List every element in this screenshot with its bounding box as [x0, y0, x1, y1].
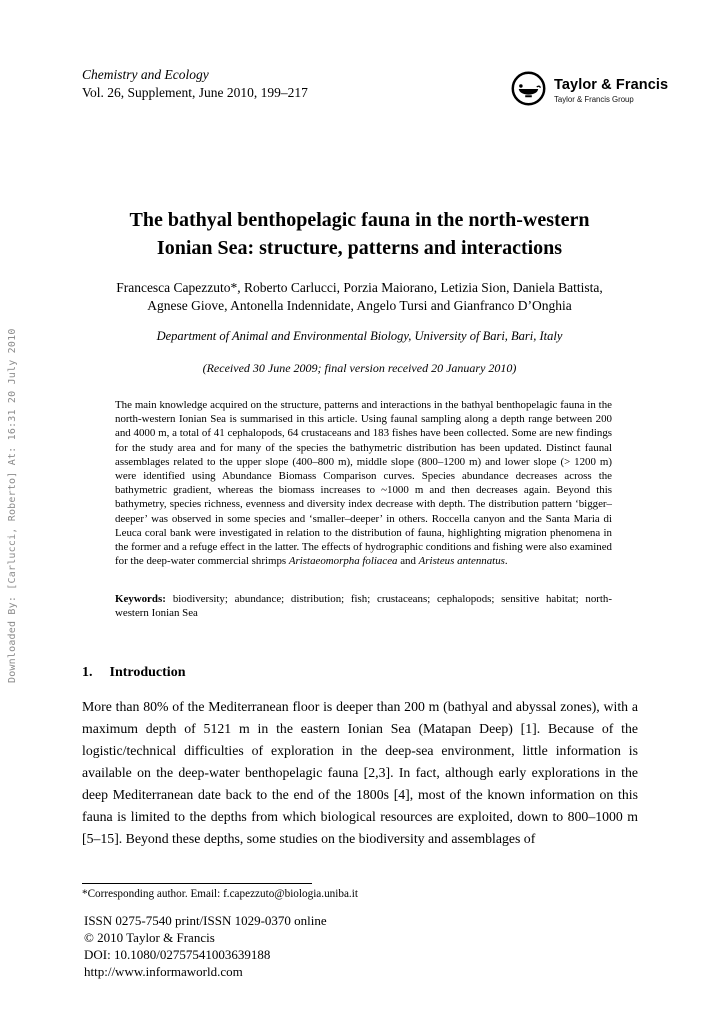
author-list-line1: Francesca Capezzuto*, Roberto Carlucci, Porzia Maiorano, Letizia Sion, Daniela Battista, [116, 280, 603, 295]
article-title-line2: Ionian Sea: structure, patterns and interactions [156, 237, 563, 259]
abstract [115, 398, 612, 568]
doi-line: DOI: 10.1080/02757541003639188 [84, 947, 271, 962]
journal-issue: Vol. 26, Supplement, June 2010, 199–217 [82, 84, 308, 100]
corresponding-author-note: *Corresponding author. Email: f.capezzuto@biologia.uniba.it [82, 888, 358, 900]
footnote-divider [82, 883, 312, 884]
download-watermark: Downloaded By: [Carlucci, Roberto] At: 16:31 20 July 2010 [7, 328, 18, 683]
received-note: (Received 30 June 2009; final version received 20 January 2010) [202, 361, 517, 375]
keywords-label: Keywords: [115, 593, 166, 605]
abstract-text: The main knowledge acquired on the structure, patterns and interactions in the bathyal benthopelagic fauna in the north-western Ionian Sea is summarised in this article. Using faunal sampling along a depth range between 200 and 4000 m, a total of 41 cephalopods, 64 crustaceans and 183 fishes have been collected. Some are new findings for the study area and for many of the species the bathymetric distribution has been updated. Distinct faunal assemblages related to the upper slope (400–800 m), middle slope (800–1200 m) and lower slope (> 1200 m) were identified using Abundance Biomass Comparison curves. Species abundance decreases across the bathymetric gradient, whereas the biomass increases to ~1000 m and then decreases again. Beyond this bathymetry, species richness, evenness and diversity index decrease with depth. The distribution pattern ‘bigger–deeper’ was observed in some species and ‘smaller–deeper’ in others. Roccella canyon and the Santa Maria di Leuca coral bank were investigated in relation to the distribution of fauna, highlighting migration phenomena in the former and a refuge effect in the latter. The effects of hydrographic conditions and fishing were also examined for the deep-water commercial shrimps [115, 399, 612, 568]
keywords-text: biodiversity; abundance; distribution; fish; crustaceans; cephalopods; sensitive habitat; north-western Ionian Sea [115, 593, 612, 620]
imprint-block [84, 912, 327, 980]
section-title: Introduction [109, 665, 186, 680]
copyright-line: © 2010 Taylor & Francis [84, 930, 215, 945]
logo-wordmark [554, 78, 668, 103]
journal-header [82, 66, 308, 101]
article-title [0, 206, 719, 262]
publisher-logo [510, 70, 668, 112]
author-list [0, 279, 719, 315]
logo-group: Taylor & Francis Group [554, 94, 634, 104]
publisher-url: http://www.informaworld.com [84, 964, 243, 979]
section-heading-introduction [82, 665, 185, 681]
species-name-italic: Aristaeomorpha foliacea [288, 555, 398, 568]
affiliation: Department of Animal and Environmental Biology, University of Bari, Bari, Italy [156, 329, 563, 343]
species-name-italic: Aristeus antennatus [418, 555, 505, 568]
abstract-period: . [504, 555, 508, 568]
logo-name: Taylor & Francis [554, 77, 669, 94]
keywords-block [115, 592, 612, 620]
article-title-line1: The bathyal benthopelagic fauna in the north-western [129, 209, 590, 231]
journal-title: Chemistry and Ecology [82, 67, 209, 82]
issn-line: ISSN 0275-7540 print/ISSN 1029-0370 online [84, 913, 327, 928]
abstract-conjunction: and [397, 555, 419, 568]
section-number: 1. [82, 665, 93, 680]
author-list-line2: Agnese Giove, Antonella Indennidate, Angelo Tursi and Gianfranco D’Onghia [147, 298, 572, 313]
introduction-paragraph: More than 80% of the Mediterranean floor is deeper than 200 m (bathyal and abyssal zones), with a maximum depth of 5121 m in the eastern Ionian Sea (Matapan Deep) [1]. Because of the logistic/technical difficulties of exploration in the deep-sea environment, little information is available on the deep-water benthopelagic fauna [2,3]. In fact, although early explorations in the deep Mediterranean date back to the end of the 1800s [4], most of the known information on this fauna is limited to the depths from which biological resources are exploited, down to 800–1000 m [5–15]. Beyond these depths, some studies on the biodiversity and assemblages of [82, 699, 638, 846]
lamp-icon [510, 70, 547, 112]
